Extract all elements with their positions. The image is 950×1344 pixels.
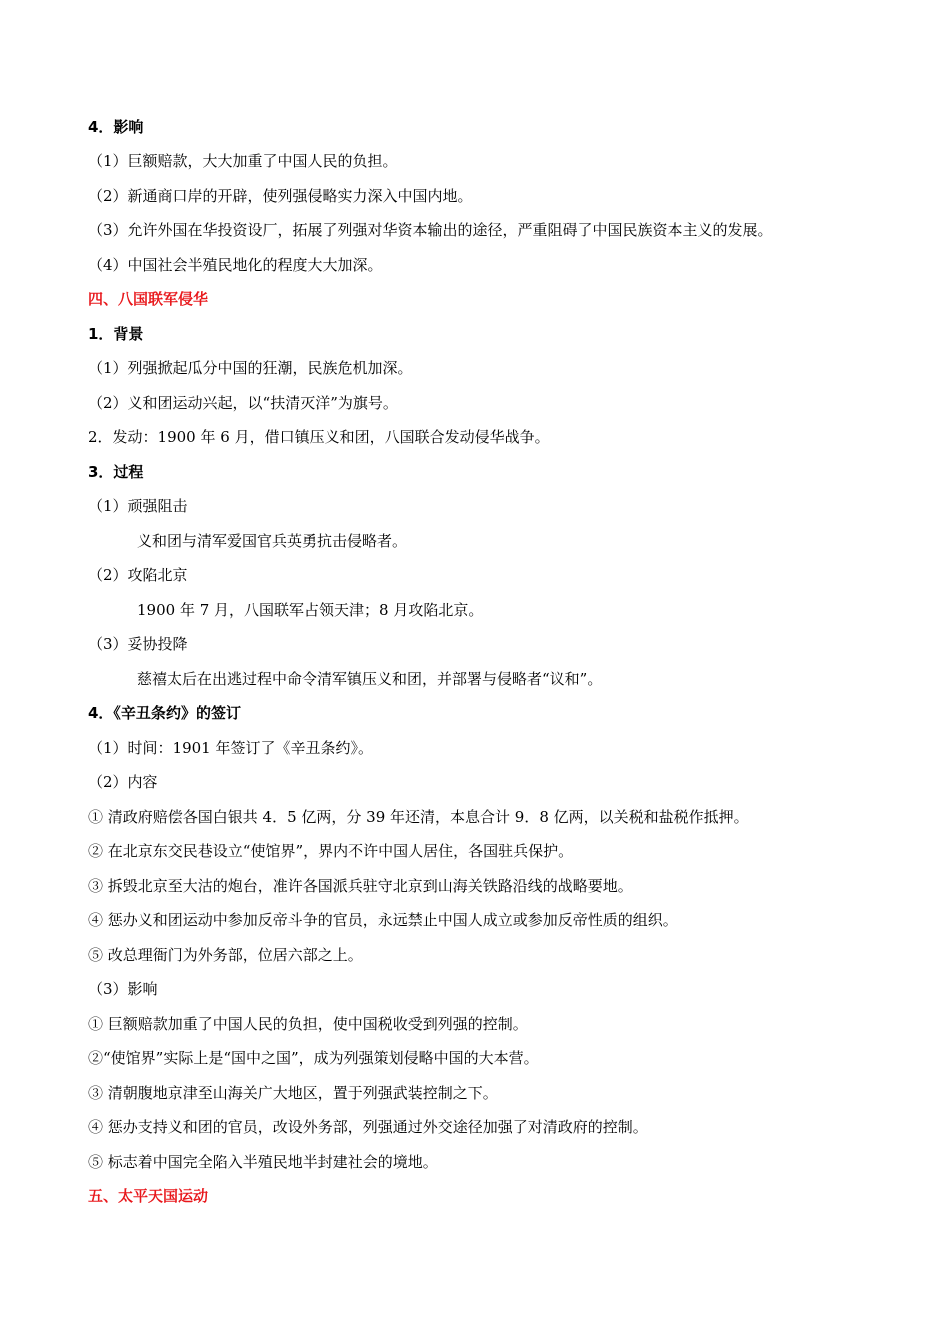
section-heading-eight-nation: 四、八国联军侵华 xyxy=(88,290,209,308)
list-item: ① 巨额赔款加重了中国人民的负担，使中国税收受到列强的控制。 xyxy=(88,1015,528,1033)
list-item: ④ 惩办义和团运动中参加反帝斗争的官员，永远禁止中国人成立或参加反帝性质的组织。 xyxy=(88,911,678,929)
text-line: （1）列强掀起瓜分中国的狂潮，民族危机加深。 xyxy=(88,359,413,377)
text-line: （3）影响 xyxy=(88,980,158,998)
subheading-process: 3．过程 xyxy=(88,463,144,481)
text-line-launch: 2．发动：1900 年 6 月，借口镇压义和团，八国联合发动侵华战争。 xyxy=(88,428,550,446)
indented-text-line: 慈禧太后在出逃过程中命令清军镇压义和团，并部署与侵略者“议和”。 xyxy=(137,670,603,688)
list-item: ③ 拆毁北京至大沽的炮台，准许各国派兵驻守北京到山海关铁路沿线的战略要地。 xyxy=(88,877,633,895)
list-item: ⑤ 改总理衙门为外务部，位居六部之上。 xyxy=(88,946,363,964)
text-line: （2）内容 xyxy=(88,773,158,791)
text-line: （2）义和团运动兴起，以“扶清灭洋”为旗号。 xyxy=(88,394,398,412)
text-line: （3）允许外国在华投资设厂，拓展了列强对华资本输出的途径，严重阻碍了中国民族资本主义的发展。 xyxy=(88,221,773,239)
list-item: ②“使馆界”实际上是“国中之国”，成为列强策划侵略中国的大本营。 xyxy=(88,1049,539,1067)
section-heading-taiping: 五、太平天国运动 xyxy=(88,1187,209,1205)
text-line: （4）中国社会半殖民地化的程度大大加深。 xyxy=(88,256,383,274)
subheading-impact: 4．影响 xyxy=(88,118,144,136)
text-line: （2）新通商口岸的开辟，使列强侵略实力深入中国内地。 xyxy=(88,187,473,205)
subheading-treaty: 4．《辛丑条约》的签订 xyxy=(88,704,241,722)
list-item: ① 清政府赔偿各国白银共 4．5 亿两，分 39 年还清，本息合计 9．8 亿两，以关税和盐税作抵押。 xyxy=(88,808,749,826)
text-line: （1）时间：1901 年签订了《辛丑条约》。 xyxy=(88,739,373,757)
text-line: （1）巨额赔款，大大加重了中国人民的负担。 xyxy=(88,152,398,170)
text-line: （2）攻陷北京 xyxy=(88,566,188,584)
indented-text-line: 1900 年 7 月，八国联军占领天津；8 月攻陷北京。 xyxy=(137,601,484,619)
list-item: ⑤ 标志着中国完全陷入半殖民地半封建社会的境地。 xyxy=(88,1153,438,1171)
text-line: （1）顽强阻击 xyxy=(88,497,188,515)
list-item: ② 在北京东交民巷设立“使馆界”，界内不许中国人居住，各国驻兵保护。 xyxy=(88,842,574,860)
list-item: ③ 清朝腹地京津至山海关广大地区，置于列强武装控制之下。 xyxy=(88,1084,498,1102)
list-item: ④ 惩办支持义和团的官员，改设外务部，列强通过外交途径加强了对清政府的控制。 xyxy=(88,1118,648,1136)
indented-text-line: 义和团与清军爱国官兵英勇抗击侵略者。 xyxy=(137,532,408,550)
text-line: （3）妥协投降 xyxy=(88,635,188,653)
subheading-background: 1．背景 xyxy=(88,325,144,343)
